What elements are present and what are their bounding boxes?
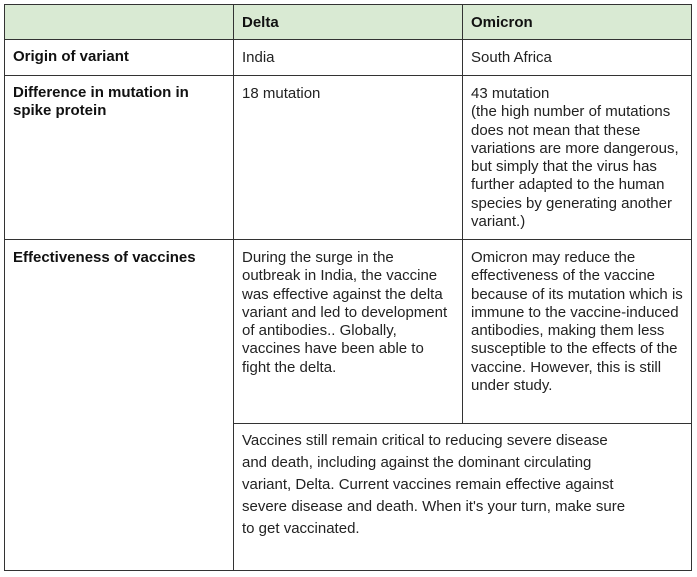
comparison-table	[4, 4, 692, 571]
row-label-vaccines: Effectiveness of vaccines	[13, 249, 196, 266]
row-divider-summary	[234, 423, 691, 424]
header-cell-blank	[5, 5, 234, 39]
header-cell-delta	[234, 5, 463, 39]
mutation-omicron: 43 mutation (the high number of mutations does not mean that these variations are more dangerous, but simply that the virus has further adapted to the human species by generating another variant.)	[471, 85, 679, 231]
header-omicron-label: Omicron	[471, 14, 533, 31]
vaccines-summary: Vaccines still remain critical to reducing severe disease and death, including against the dominant circulating variant, Delta. Current vaccines remain effective against severe disease and death. When it's your turn, make sure to get vaccinated.	[242, 432, 626, 537]
column-divider-1	[233, 5, 234, 570]
header-cell-omicron	[463, 5, 691, 39]
row-label-origin: Origin of variant	[13, 48, 129, 65]
header-delta-label: Delta	[242, 14, 279, 31]
vaccines-delta: During the surge in the outbreak in India, the vaccine was effective against the delta variant and led to development of antibodies.. Globally, vaccines have been able to fight the delta.	[242, 249, 448, 376]
column-divider-2	[462, 5, 463, 424]
row-divider-mutation	[5, 239, 691, 240]
mutation-delta: 18 mutation	[242, 85, 321, 102]
origin-delta: India	[242, 49, 275, 66]
vaccines-omicron: Omicron may reduce the effectiveness of the vaccine because of its mutation which is immune to the vaccine-induced antibodies, making them less susceptible to the effects of the vaccine. However, this is still under study.	[471, 249, 683, 395]
row-label-mutation: Difference in mutation in spike protein	[13, 84, 189, 119]
origin-omicron: South Africa	[471, 49, 552, 66]
row-divider-header	[5, 39, 691, 40]
row-divider-origin	[5, 75, 691, 76]
